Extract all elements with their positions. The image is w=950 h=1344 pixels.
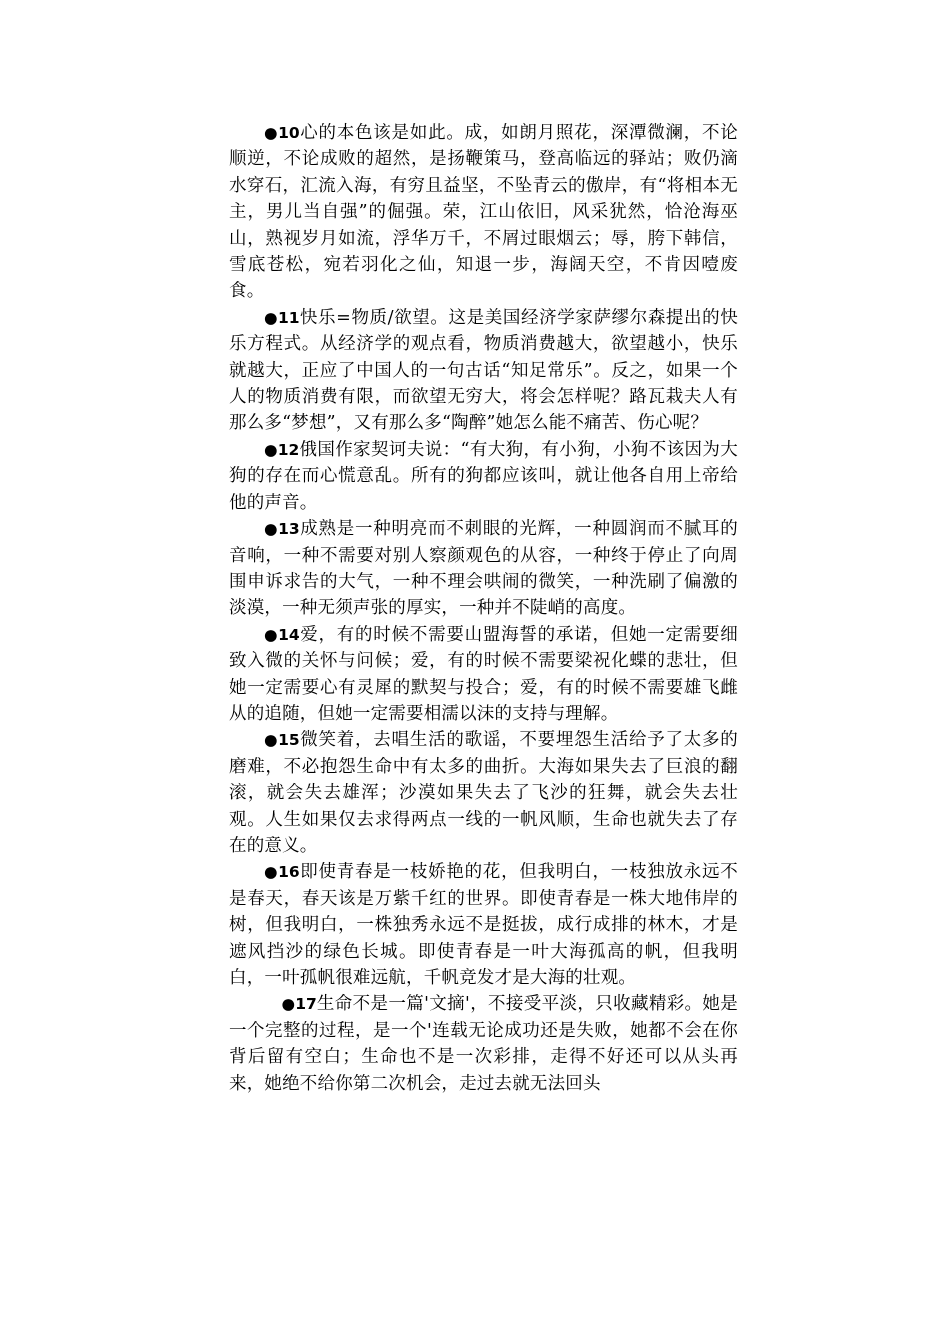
paragraph-11 [229, 305, 738, 437]
paragraph-17 [229, 991, 738, 1097]
bullet-marker: ●12 [264, 440, 300, 459]
paragraph-text: 生命不是一篇'文摘'，不接受平淡，只收藏精彩。她是一个完整的过程，是一个'连载无论成功还是失败，她都不会在你背后留有空白；生命也不是一次彩排，走得不好还可以从头再来，她绝不给你第二次机会，走过去就无法回头 [229, 994, 738, 1094]
paragraph-text: 心的本色该是如此。成，如朗月照花，深潭微澜，不论顺逆，不论成败的超然，是扬鞭策马，登高临远的驿站；败仍滴水穿石，汇流入海，有穷且益坚，不坠青云的傲岸，有“将相本无主，男儿当自强”的倔强。荣，江山依旧，风采犹然，恰沧海巫山，熟视岁月如流，浮华万千，不屑过眼烟云；辱，胯下韩信，雪底苍松，宛若羽化之仙，知退一步，海阔天空，不肯因噎废食。 [229, 123, 738, 302]
bullet-marker: ●10 [264, 124, 300, 142]
paragraph-15 [229, 727, 738, 859]
bullet-marker: ●14 [264, 625, 300, 644]
paragraph-text: 成熟是一种明亮而不刺眼的光辉，一种圆润而不腻耳的音响，一种不需要对别人察颜观色的从容，一种终于停止了向周围申诉求告的大气，一种不理会哄闹的微笑，一种洗刷了偏激的淡漠，一种无须声张的厚实，一种并不陡峭的高度。 [229, 519, 738, 619]
paragraph-13 [229, 516, 738, 622]
bullet-marker: ●16 [264, 863, 300, 882]
document-page [229, 120, 738, 1097]
bullet-marker: ●17 [281, 995, 317, 1014]
paragraph-12 [229, 437, 738, 516]
paragraph-text: 快乐=物质/欲望。这是美国经济学家萨缪尔森提出的快乐方程式。从经济学的观点看，物质消费越大，欲望越小，快乐就越大，正应了中国人的一句古话“知足常乐”。反之，如果一个人的物质消费有限，而欲望无穷大，将会怎样呢？路瓦栽夫人有那么多“梦想”，又有那么多“陶醉”她怎么能不痛苦、伤心呢？ [229, 307, 738, 434]
paragraph-14 [229, 622, 738, 728]
paragraph-text: 爱，有的时候不需要山盟海誓的承诺，但她一定需要细致入微的关怀与问候；爱，有的时候不需要梁祝化蝶的悲壮，但她一定需要心有灵犀的默契与投合；爱，有的时候不需要雄飞雌从的追随，但她一定需要相濡以沫的支持与理解。 [229, 624, 738, 724]
paragraph-text: 微笑着，去唱生活的歌谣，不要埋怨生活给予了太多的磨难，不必抱怨生命中有太多的曲折。大海如果失去了巨浪的翻滚，就会失去雄浑；沙漠如果失去了飞沙的狂舞，就会失去壮观。人生如果仅去求得两点一线的一帆风顺，生命也就失去了存在的意义。 [229, 730, 738, 856]
bullet-marker: ●11 [264, 308, 300, 327]
paragraph-16 [229, 859, 738, 991]
paragraph-text: 即使青春是一枝娇艳的花，但我明白，一枝独放永远不是春天，春天该是万紫千红的世界。即使青春是一株大地伟岸的树，但我明白，一株独秀永远不是挺拔，成行成排的林木，才是遮风挡沙的绿色长城。即使青春是一叶大海孤高的帆，但我明白，一叶孤帆很难远航，千帆竞发才是大海的壮观。 [229, 862, 738, 988]
paragraph-10 [229, 120, 738, 305]
bullet-marker: ●13 [264, 520, 300, 539]
bullet-marker: ●15 [264, 731, 300, 750]
paragraph-text: 俄国作家契诃夫说：“有大狗，有小狗，小狗不该因为大狗的存在而心慌意乱。所有的狗都应该叫，就让他各自用上帝给他的声音。 [229, 439, 738, 513]
